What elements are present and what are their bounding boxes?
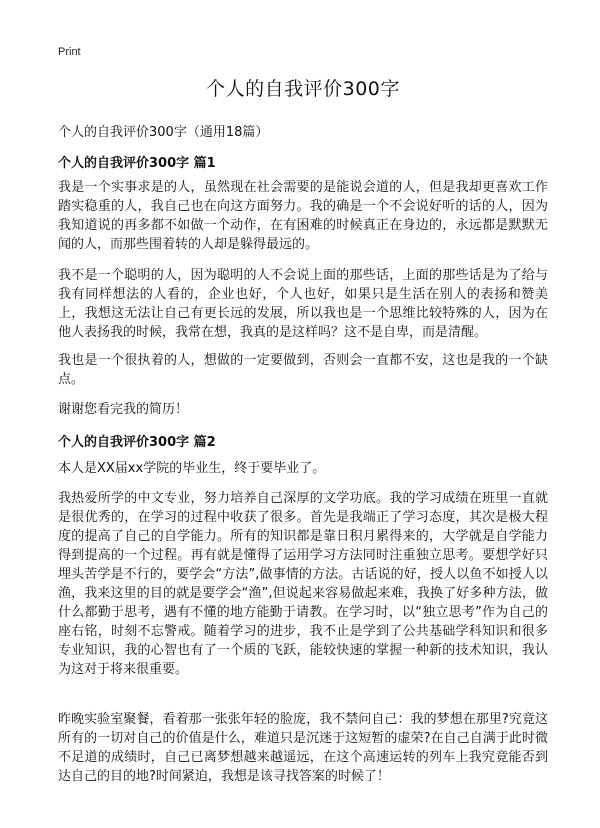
section-heading-2: 个人的自我评价300字 篇2 (58, 435, 216, 450)
print-link[interactable]: Print (58, 46, 81, 58)
section-2-paragraph-2: 我热爱所学的中文专业，努力培养自己深厚的文学功底。我的学习成绩在班里一直就是很优秀的，在学习的过程中收获了很多。首先是我端正了学习态度，其次是极大程度的提高了自己的自学能力。所有的知识都是靠日积月累得来的，大学就是自学能力得到提高的一个过程。再有就是懂得了运用学习方法同时注重独立思考。要想学好只埋头苦学是不行的，要学会“方法”,做事情的方法。古话说的好，授人以鱼不如授人以渔，我来这里的目的就是要学会“渔”,但说起来容易做起来难，我换了好多种方法，做什么都勤于思考，遇有不懂的地方能勤于请教。在学习时，以“独立思考”作为自己的座右铭，时刻不忘警戒。随着学习的进步，我不止是学到了公共基础学科知识和很多专业知识，我的心智也有了一个质的飞跃，能较快速的掌握一种新的技术知识，我认为这对于将来很重要。 (58, 491, 548, 677)
section-1-paragraph-2: 我不是一个聪明的人，因为聪明的人不会说上面的那些话，上面的那些话是为了给与我有同样想法的人看的，企业也好，个人也好，如果只是生活在别人的表扬和赞美上，我想这无法让自己有更长远的发展，所以我也是一个思维比较特殊的人，因为在他人表扬我的时候，我常在想，我真的是这样吗？这不是自卑，而是清醒。 (58, 268, 548, 340)
section-heading-1: 个人的自我评价300字 篇1 (58, 156, 216, 171)
section-2-paragraph-1: 本人是XX届xx学院的毕业生，终于要毕业了。 (58, 461, 326, 476)
section-1-paragraph-4: 谢谢您看完我的简历！ (58, 402, 189, 417)
document-title: 个人的自我评价300字 (206, 78, 400, 100)
section-2-paragraph-3: 昨晚实验室聚餐，看着那一张张年轻的脸庞，我不禁问自己：我的梦想在那里?究竟这所有的一切对自己的价值是什么，难道只是沉迷于这短暂的虚荣?在自己自满于此时微不足道的成绩时，自己已离梦想越来越遥远，在这个高速运转的列车上我究竟能否到达自己的目的地?时间紧迫，我想是该寻找答案的时候了！ (58, 712, 548, 784)
section-1-paragraph-1: 我是一个实事求是的人，虽然现在社会需要的是能说会道的人，但是我却更喜欢工作踏实稳重的人，我自己也在向这方面努力。我的确是一个不会说好听的话的人，因为我知道说的再多都不如做一个动作，在有困难的时候真正在身边的，永远都是默默无闻的人，而那些围着转的人却是躲得最远的。 (58, 180, 548, 252)
section-1-paragraph-3: 我也是一个很执着的人，想做的一定要做到，否则会一直都不安，这也是我的一个缺点。 (58, 353, 548, 387)
document-subtitle: 个人的自我评价300字（通用18篇） (58, 125, 269, 140)
